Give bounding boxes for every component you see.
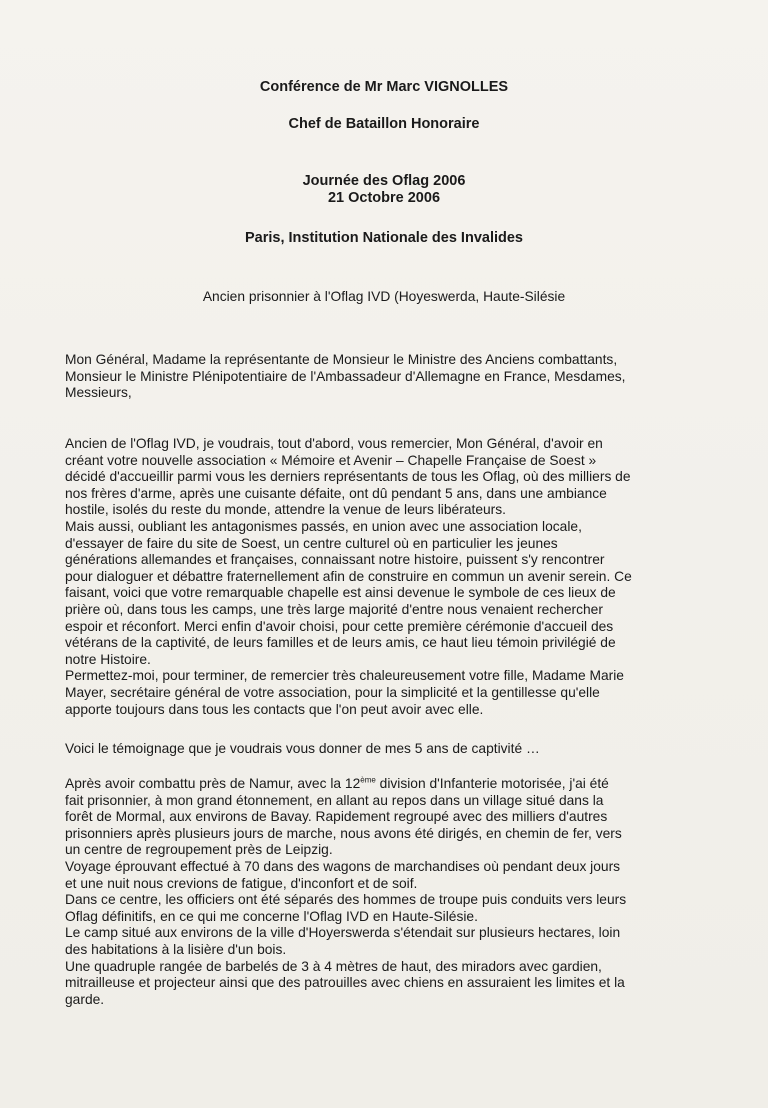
text-line: nos frères d'arme, après une cuisante défaite, ont dû pendant 5 ans, dans une ambiance [65, 485, 607, 501]
text-line: des habitations à la lisière d'un bois. [65, 941, 287, 957]
text-line: Mayer, secrétaire général de votre association, pour la simplicité et la gentillesse qu'elle [65, 684, 600, 700]
text-line: Permettez-moi, pour terminer, de remercier très chaleureusement votre fille, Madame Marie [65, 668, 624, 684]
conference-title: Conférence de Mr Marc VIGNOLLES [259, 79, 509, 95]
text-line: Oflag définitifs, en ce qui me concerne l'Oflag IVD en Haute-Silésie. [65, 908, 478, 924]
text-line: Voici le témoignage que je voudrais vous donner de mes 5 ans de captivité … [65, 741, 540, 756]
speaker-subtitle: Ancien prisonnier à l'Oflag IVD (Hoyeswerda, Haute-Silésie [202, 289, 566, 304]
event-location: Paris, Institution Nationale des Invalides [245, 230, 523, 246]
text-line: d'essayer de faire du site de Soest, un centre culturel où en particulier les jeunes [65, 535, 558, 551]
text-line: espoir et réconfort. Merci enfin d'avoir choisi, pour cette première cérémonie d'accueil des [65, 618, 614, 634]
text-line: mitrailleuse et projecteur ainsi que des patrouilles avec chiens en assuraient les limites et la [65, 975, 625, 991]
ordinal-suffix: ème [360, 775, 376, 785]
text-line: faisant, voici que votre remarquable chapelle est ainsi devenue le symbole de ces lieux de [65, 585, 616, 601]
text-line: créant votre nouvelle association « Mémoire et Avenir – Chapelle Française de Soest » [65, 452, 597, 468]
text-line: et une nuit nous crevions de fatigue, d'inconfort et de soif. [65, 875, 418, 891]
text-line: hostile, isolés du reste du monde, attendre la venue de leurs libérateurs. [65, 502, 506, 518]
text-line: générations allemandes et françaises, connaissant notre histoire, puissent s'y rencontrer [65, 552, 605, 568]
text-line: Monsieur le Ministre Plénipotentiaire de l'Ambassadeur d'Allemagne en France, Mesdames, [65, 368, 626, 384]
text-fragment: division d'Infanterie motorisée, j'ai été [375, 776, 609, 791]
text-line: forêt de Mormal, aux environs de Bavay. Rapidement regroupé avec des milliers d'autres [65, 809, 608, 825]
text-line: Messieurs, [65, 385, 132, 401]
text-line: pour dialoguer et débattre fraternellement afin de construire en commun un avenir serein. Ce [65, 568, 632, 584]
text-line: vétérans de la captivité, de leurs familles et de leurs amis, ce haut lieu témoin privilégié de [65, 635, 616, 651]
text-line: un centre de regroupement près de Leipzig. [65, 842, 333, 858]
text-line: Voyage éprouvant effectué à 70 dans des wagons de marchandises où pendant deux jours [65, 858, 621, 874]
testimony-intro [65, 741, 705, 758]
text-line: Mais aussi, oubliant les antagonismes passés, en union avec une association locale, [65, 518, 582, 534]
text-line: décidé d'accueillir parmi vous les derniers représentants de tous les Oflag, où des milliers de [65, 469, 631, 485]
text-line: Le camp situé aux environs de la ville d'Hoyerswerda s'étendait sur plusieurs hectares, loin [65, 925, 621, 941]
text-line: Mon Général, Madame la représentante de Monsieur le Ministre des Anciens combattants, [65, 352, 618, 367]
speaker-rank: Chef de Bataillon Honoraire [288, 116, 480, 132]
captivity-paragraph [65, 776, 705, 1008]
text-line: notre Histoire. [65, 651, 151, 667]
text-line: Une quadruple rangée de barbelés de 3 à 4 mètres de haut, des miradors avec gardien, [65, 958, 602, 974]
text-line: garde. [65, 991, 105, 1007]
text-line: Ancien de l'Oflag IVD, je voudrais, tout d'abord, vous remercier, Mon Général, d'avoir en [65, 436, 603, 451]
event-date: 21 Octobre 2006 [327, 190, 441, 206]
text-line: prière où, dans tous les camps, une très large majorité d'entre nous venaient rechercher [65, 601, 603, 617]
text-line: prisonniers après plusieurs jours de marche, nous avons été dirigés, en chemin de fer, vers [65, 825, 622, 841]
text-line: fait prisonnier, à mon grand étonnement, en allant au repos dans un village situé dans la [65, 792, 604, 808]
text-line [65, 776, 705, 793]
salutation-paragraph [65, 352, 705, 402]
event-name: Journée des Oflag 2006 [302, 173, 466, 189]
text-line: Dans ce centre, les officiers ont été séparés des hommes de troupe puis conduits vers leurs [65, 892, 627, 908]
text-line: apporte toujours dans tous les contacts que l'on peut avoir avec elle. [65, 701, 484, 717]
text-fragment: Après avoir combattu près de Namur, avec la 12 [65, 776, 361, 791]
thanks-paragraph [65, 436, 705, 718]
